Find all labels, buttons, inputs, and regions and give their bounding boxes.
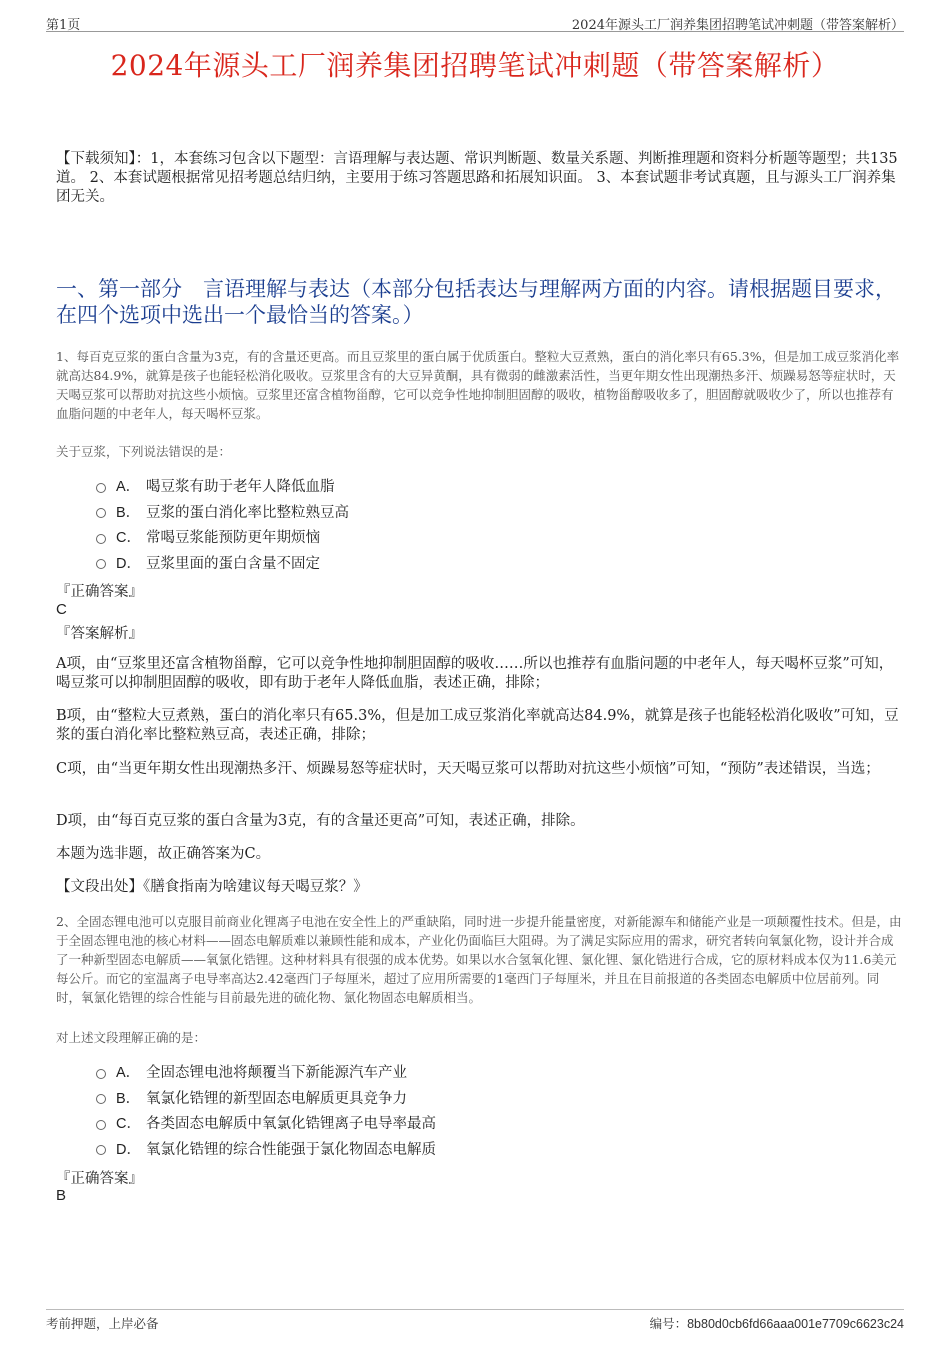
q2-option-d[interactable]: D． 氧氯化锆锂的综合性能强于氯化物固态电解质 — [96, 1136, 796, 1162]
radio-icon[interactable] — [96, 1094, 106, 1104]
q2-options — [96, 1059, 796, 1161]
radio-icon[interactable] — [96, 1120, 106, 1130]
q1-source: 【文段出处】《膳食指南为啥建议每天喝豆浆？》 — [56, 879, 368, 895]
download-notice: 【下载须知】：1，本套练习包含以下题型：言语理解与表达题、常识判断题、数量关系题、判断推理题和资料分析题等题型；共135道。 2、本套试题根据常见招考题总结归纳，主要用于练习答题思路和拓展知识面。 3、本套试题非考试真题，且与源头工厂润养集团无关。 — [56, 151, 898, 205]
radio-icon[interactable] — [96, 1145, 106, 1155]
q2-answer-label: 『正确答案』 — [56, 1171, 143, 1187]
header-doc-title: 2024年源头工厂润养集团招聘笔试冲刺题（带答案解析） — [571, 18, 904, 33]
section-heading: 一、第一部分 言语理解与表达（本部分包括表达与理解两方面的内容。请根据题目要求，在四个选项中选出一个最恰当的答案。） — [56, 277, 896, 327]
q1-prompt: 关于豆浆，下列说法错误的是： — [56, 444, 232, 459]
footer-slogan: 考前押题，上岸必备 — [46, 1316, 159, 1331]
q1-option-a[interactable]: A． 喝豆浆有助于老年人降低血脂 — [96, 473, 796, 499]
document-title: 2024年源头工厂润养集团招聘笔试冲刺题（带答案解析） — [110, 49, 840, 82]
q1-analysis-a: A项，由“豆浆里还富含植物甾醇，它可以竞争性地抑制胆固醇的吸收……所以也推荐有血脂问题的中老年人，每天喝杯豆浆”可知，喝豆浆可以抑制胆固醇的吸收，即有助于老年人降低血脂，表述正确，排除； — [56, 656, 894, 691]
q1-answer: C — [56, 601, 67, 618]
q2-option-c[interactable]: C． 各类固态电解质中氧氯化锆锂离子电导率最高 — [96, 1110, 796, 1136]
page-header — [46, 14, 904, 32]
q1-options — [96, 473, 796, 575]
radio-icon[interactable] — [96, 559, 106, 569]
q1-conclusion: 本题为选非题，故正确答案为C。 — [56, 846, 271, 862]
q1-option-d[interactable]: D． 豆浆里面的蛋白含量不固定 — [96, 550, 796, 576]
radio-icon[interactable] — [96, 508, 106, 518]
q2-option-b[interactable]: B． 氧氯化锆锂的新型固态电解质更具竞争力 — [96, 1085, 796, 1111]
footer-divider — [46, 1309, 904, 1310]
q1-analysis-c: C项，由“当更年期女性出现潮热多汗、烦躁易怒等症状时，天天喝豆浆可以帮助对抗这些小烦恼”可知，“预防”表述错误，当选； — [56, 761, 880, 777]
page-number: 第1页 — [46, 18, 81, 33]
q1-analysis-d: D项，由“每百克豆浆的蛋白含量为3克，有的含量还更高”可知，表述正确，排除。 — [56, 813, 585, 829]
q1-option-c[interactable]: C． 常喝豆浆能预防更年期烦恼 — [96, 524, 796, 550]
radio-icon[interactable] — [96, 534, 106, 544]
q2-passage: 2、全固态锂电池可以克服目前商业化锂离子电池在安全性上的严重缺陷，同时进一步提升能量密度，对新能源车和储能产业是一项颠覆性技术。但是，由于全固态锂电池的核心材料——固态电解质难以兼顾性能和成本，产业化仍面临巨大阻碍。为了满足实际应用的需求，研究者转向氧氯化物，设计并合成了一种新型固态电解质——氧氯化锆锂。这种材料具有很强的成本优势。如果以水合氢氧化锂、氯化锂、氯化锆进行合成，它的原材料成本仅为11.6美元每公斤。而它的室温离子电导率高达2.42毫西门子每厘米，超过了应用所需要的1毫西门子每厘米，并且在目前报道的各类固态电解质中位居前列。同时，氧氯化锆锂的综合性能与目前最先进的硫化物、氯化物固态电解质相当。 — [56, 914, 902, 1005]
q1-analysis-b: B项，由“整粒大豆煮熟，蛋白的消化率只有65.3%，但是加工成豆浆消化率就高达84.9%，就算是孩子也能轻松消化吸收”可知，豆浆的蛋白消化率比整粒熟豆高，表述正确，排除； — [56, 708, 899, 743]
q1-option-b[interactable]: B． 豆浆的蛋白消化率比整粒熟豆高 — [96, 499, 796, 525]
radio-icon[interactable] — [96, 483, 106, 493]
radio-icon[interactable] — [96, 1069, 106, 1079]
q1-passage: 1、每百克豆浆的蛋白含量为3克，有的含量还更高。而且豆浆里的蛋白属于优质蛋白。整粒大豆煮熟，蛋白的消化率只有65.3%，但是加工成豆浆消化率就高达84.9%，就算是孩子也能轻松消化吸收。豆浆里含有的大豆异黄酮，具有微弱的雌激素活性，当更年期女性出现潮热多汗、烦躁易怒等症状时，天天喝豆浆可以帮助对抗这些小烦恼。豆浆里还富含植物甾醇，它可以竞争性地抑制胆固醇的吸收，植物甾醇吸收多了，胆固醇就吸收少了，所以也推荐有血脂问题的中老年人，每天喝杯豆浆。 — [56, 349, 900, 421]
q2-answer: B — [56, 1187, 67, 1204]
q1-analysis-label: 『答案解析』 — [56, 626, 143, 642]
footer-doc-id: 编号：8b80d0cb6fd66aaa001e7709c6623c24 — [649, 1317, 904, 1331]
q2-prompt: 对上述文段理解正确的是： — [56, 1030, 207, 1045]
q1-answer-label: 『正确答案』 — [56, 584, 143, 600]
q2-option-a[interactable]: A． 全固态锂电池将颠覆当下新能源汽车产业 — [96, 1059, 796, 1085]
